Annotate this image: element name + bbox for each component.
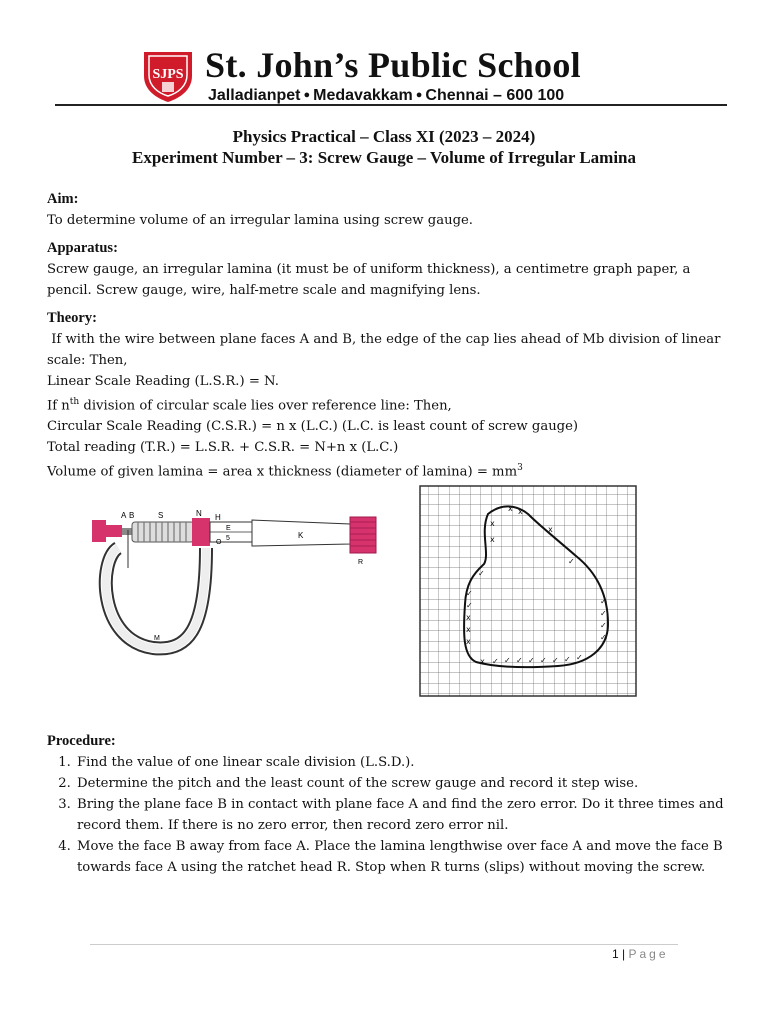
screw-gauge-diagram: [88, 500, 393, 665]
aim-section: [47, 189, 727, 231]
practical-title: Physics Practical – Class XI (2023 – 2024): [232, 127, 536, 146]
page-word: Page: [628, 947, 669, 961]
label-k: K: [298, 531, 304, 540]
cross-mark: x: [508, 504, 513, 513]
cross-mark: x: [518, 507, 523, 516]
theory-heading: Theory:: [47, 310, 97, 326]
theory-text: Volume of given lamina = area x thickness (diameter of lamina) = mm: [47, 464, 518, 480]
label-o: O: [216, 539, 222, 546]
apparatus-text: Screw gauge, an irregular lamina (it must be of uniform thickness), a centimetre graph paper, a pencil. Screw gauge, wire, half-metre scale and magnifying lens.: [47, 262, 691, 298]
cross-mark: x: [548, 525, 553, 534]
address-area: Jalladianpet: [208, 87, 301, 104]
check-mark: ✓: [568, 557, 575, 566]
check-mark: ✓: [600, 621, 607, 630]
check-mark: ✓: [466, 601, 473, 610]
theory-line: Total reading (T.R.) = L.S.R. + C.S.R. = N+n x (L.C.): [47, 440, 399, 456]
address-city: Chennai – 600 100: [425, 87, 565, 104]
check-mark: ✓: [600, 609, 607, 618]
footer-divider: [90, 944, 678, 945]
theory-line: [47, 392, 727, 416]
header-divider: [55, 104, 727, 106]
check-mark: ✓: [552, 656, 559, 665]
school-crest-logo: [140, 46, 196, 104]
cross-mark: x: [466, 613, 471, 622]
bullet-icon: ●: [415, 89, 423, 101]
cross-mark: x: [480, 657, 485, 666]
label-5: 5: [226, 535, 230, 542]
aim-heading: Aim:: [47, 191, 79, 207]
check-mark: ✓: [540, 656, 547, 665]
procedure-step: 1. Find the value of one linear scale division (L.S.D.).: [75, 752, 735, 773]
check-mark: ✓: [492, 657, 499, 666]
label-s: S: [158, 511, 164, 520]
check-mark: ✓: [564, 655, 571, 664]
label-r: R: [358, 559, 364, 566]
theory-line: [47, 458, 727, 482]
school-name: St. John’s Public School: [205, 45, 581, 85]
page-number: 1: [612, 947, 619, 961]
bullet-icon: ●: [303, 89, 311, 101]
theory-line: Linear Scale Reading (L.S.R.) = N.: [47, 374, 279, 389]
aim-text: To determine volume of an irregular lamina using screw gauge.: [47, 213, 474, 228]
address-locality: Medavakkam: [313, 87, 413, 104]
cross-mark: x: [490, 519, 495, 528]
check-mark: ✓: [466, 589, 473, 598]
check-mark: ✓: [600, 597, 607, 606]
label-h: H: [215, 513, 221, 522]
label-n: N: [196, 509, 202, 518]
theory-section: [47, 308, 727, 483]
apparatus-section: [47, 238, 727, 301]
cross-mark: x: [466, 625, 471, 634]
check-mark: ✓: [516, 656, 523, 665]
superscript: 3: [517, 463, 523, 474]
check-mark: ✓: [528, 656, 535, 665]
label-m: M: [154, 635, 160, 642]
label-b: B: [129, 511, 135, 520]
cross-mark: x: [490, 535, 495, 544]
experiment-title: Experiment Number – 3: Screw Gauge – Volume of Irregular Lamina: [132, 148, 636, 167]
check-mark: ✓: [478, 569, 485, 578]
procedure-step: 2. Determine the pitch and the least count of the screw gauge and record it step wise.: [75, 773, 735, 794]
cross-mark: x: [466, 637, 471, 646]
label-a: A: [121, 511, 127, 520]
page-footer: [612, 947, 669, 961]
theory-text: If n: [47, 398, 70, 414]
procedure-step: 3. Bring the plane face B in contact with plane face A and find the zero error. Do it three times and record them. If there is no zero error, then record zero error nil.: [75, 794, 735, 836]
procedure-list: [47, 752, 735, 878]
superscript: th: [69, 397, 80, 407]
check-mark: ✓: [504, 656, 511, 665]
footer-separator: |: [622, 947, 626, 961]
logo-monogram: SJPS: [152, 67, 184, 82]
procedure-heading-wrap: [47, 731, 727, 752]
check-mark: ✓: [576, 653, 583, 662]
theory-line: If with the wire between plane faces A and B, the edge of the cap lies ahead of Mb division of linear scale: Then,: [47, 332, 725, 368]
check-mark: ✓: [600, 633, 607, 642]
apparatus-heading: Apparatus:: [47, 240, 118, 256]
procedure-step: 4. Move the face B away from face A. Place the lamina lengthwise over face A and move the face B towards face A using the ratchet head R. Stop when R turns (slips) without moving the screw.: [75, 836, 735, 878]
theory-text: division of circular scale lies over reference line: Then,: [79, 398, 452, 414]
procedure-heading: Procedure:: [47, 733, 116, 749]
label-e: E: [226, 525, 231, 532]
letterhead: [0, 0, 768, 110]
school-address: [208, 87, 564, 105]
graph-paper-lamina-figure: [418, 484, 638, 698]
theory-line: Circular Scale Reading (C.S.R.) = n x (L.C.) (L.C. is least count of screw gauge): [47, 419, 579, 435]
